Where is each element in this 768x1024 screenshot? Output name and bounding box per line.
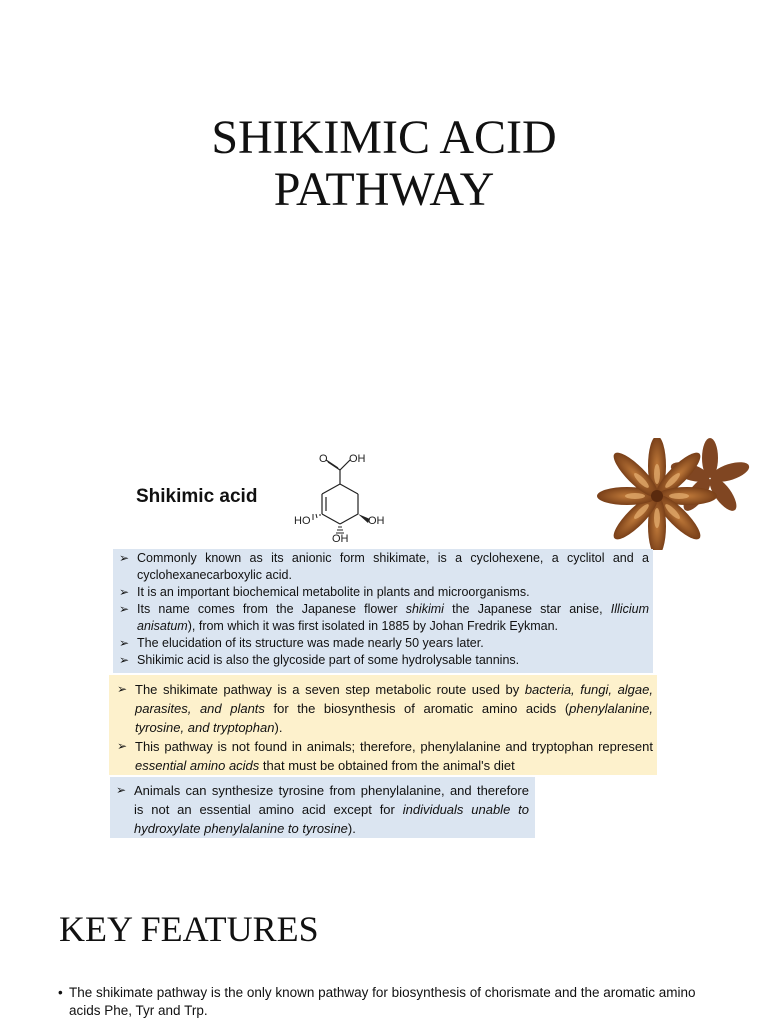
- atom-label-left-ho: HO: [294, 515, 311, 527]
- atom-label-right-oh: OH: [368, 515, 385, 527]
- key-features-heading: KEY FEATURES: [59, 909, 319, 949]
- list-item: ➢ Shikimic acid is also the glycoside part of some hydrolysable tannins.: [119, 653, 520, 667]
- arrow-bullet-icon: ➢: [119, 602, 130, 616]
- page-title: [0, 112, 768, 216]
- arrow-bullet-icon: ➢: [116, 783, 127, 797]
- list-item: ➢ The shikimate pathway is a seven step metabolic route used by bacteria, fungi, algae, parasites, and plants for the biosynthesis of aromatic amino acids (phenylalanine, tyrosine, and tryptophan).: [117, 682, 654, 735]
- shikimic-acid-structure: [286, 444, 396, 544]
- list-item: ➢ Its name comes from the Japanese flower shikimi the Japanese star anise, Illicium anisatum), from which it was first isolated in 1885 by Johan Fredrik Eykman.: [119, 602, 649, 633]
- atom-label-o: O: [319, 453, 328, 465]
- info-box-tyrosine: [110, 777, 535, 838]
- list-item: ➢ The elucidation of its structure was made nearly 50 years later.: [119, 636, 484, 650]
- list-item: ➢ Commonly known as its anionic form shikimate, is a cyclohexene, a cyclitol and a cyclohexanecarboxylic acid.: [119, 551, 649, 582]
- arrow-bullet-icon: ➢: [119, 585, 130, 599]
- arrow-bullet-icon: ➢: [117, 739, 128, 753]
- list-item: ➢ This pathway is not found in animals; therefore, phenylalanine and tryptophan represent essential amino acids that must be obtained from the animal's diet: [117, 739, 653, 773]
- list-item: ➢ It is an important biochemical metabolite in plants and microorganisms.: [119, 585, 530, 599]
- list-item: ➢ Animals can synthesize tyrosine from phenylalanine, and therefore is not an essential amino acid except for individuals unable to hydroxylate phenylalanine to tyrosine).: [116, 783, 529, 836]
- arrow-bullet-icon: ➢: [119, 653, 130, 667]
- title-line-1: SHIKIMIC ACID: [211, 111, 557, 164]
- atom-label-bottom-oh: OH: [332, 533, 349, 544]
- info-box-definition: [113, 549, 653, 673]
- molecule-label: Shikimic acid: [136, 486, 258, 507]
- info-box-pathway: [109, 675, 657, 775]
- star-anise-image: [585, 438, 763, 550]
- arrow-bullet-icon: ➢: [119, 636, 130, 650]
- arrow-bullet-icon: ➢: [119, 551, 130, 565]
- arrow-bullet-icon: ➢: [117, 682, 128, 696]
- key-features-bullet: • The shikimate pathway is the only known pathway for biosynthesis of chorismate and the aromatic amino acids Phe, Tyr and Trp.: [58, 985, 696, 1018]
- title-line-2: PATHWAY: [273, 163, 495, 216]
- atom-label-top-oh: OH: [349, 453, 366, 465]
- bullet-dot-icon: •: [58, 985, 63, 1000]
